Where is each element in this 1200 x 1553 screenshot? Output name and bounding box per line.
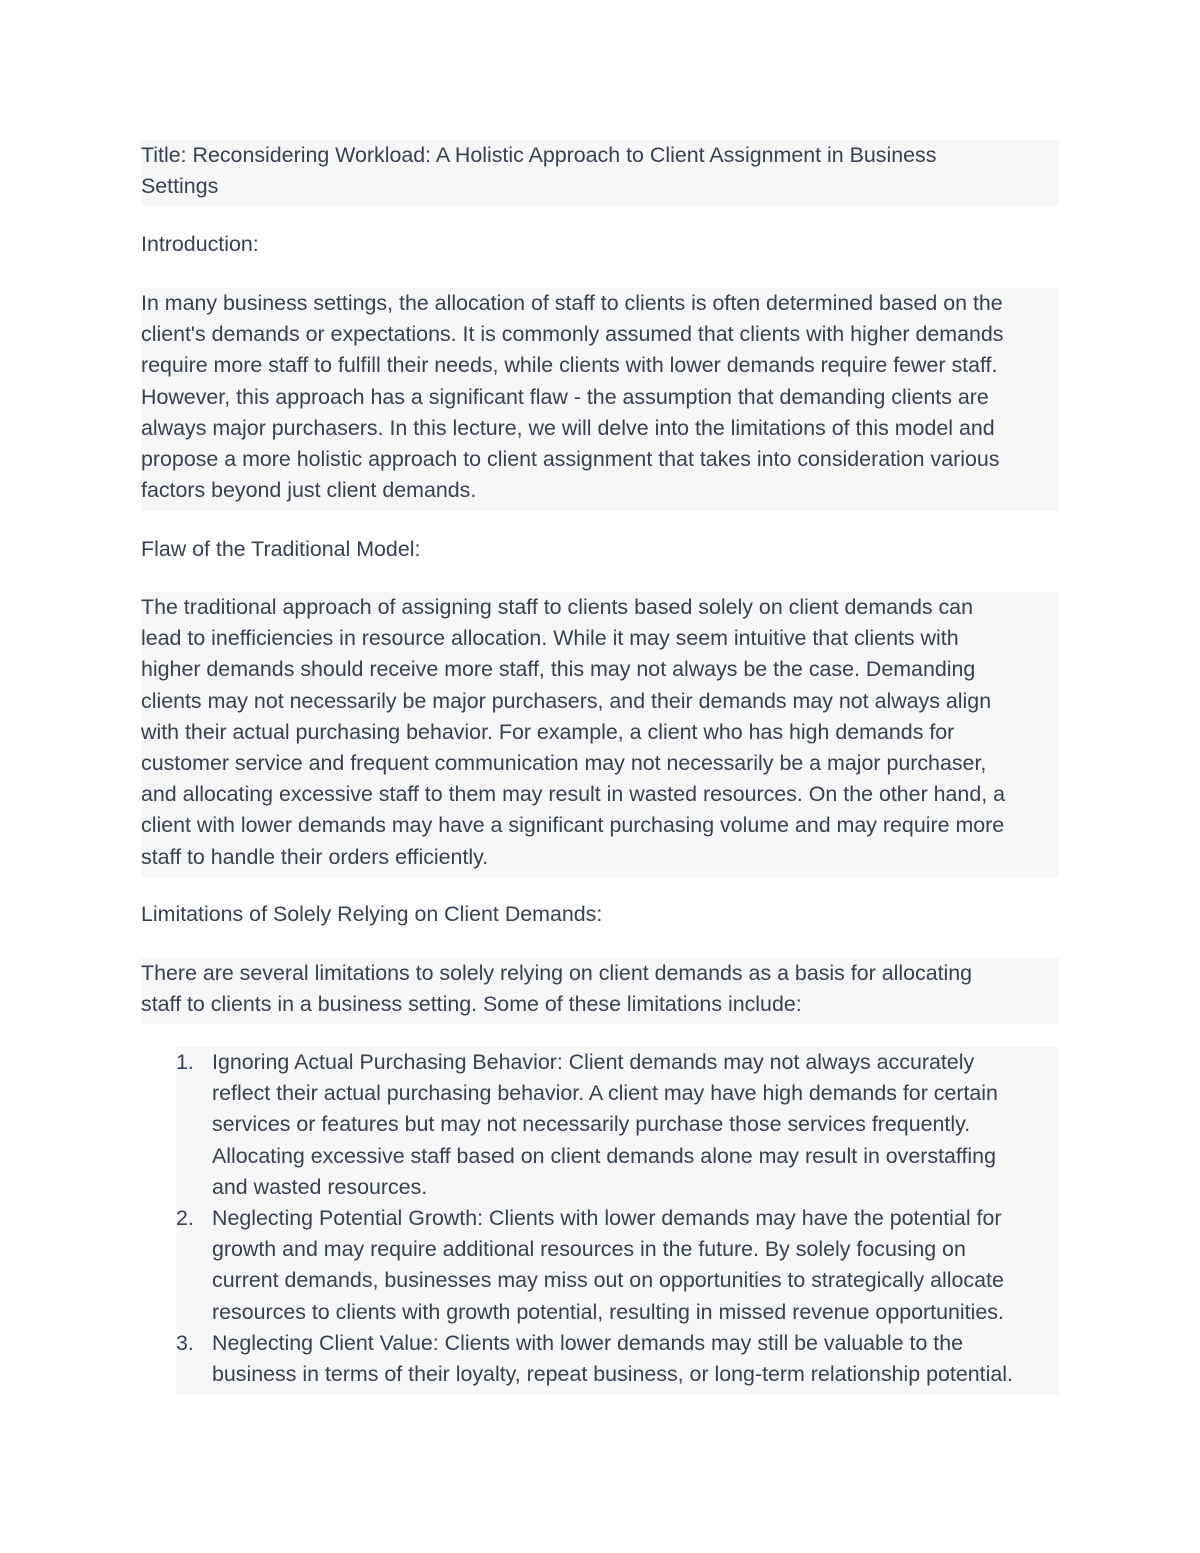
list-item [176, 1203, 1059, 1328]
list-item-line: Neglecting Client Value: Clients with lower demands may still be valuable to the [212, 1330, 964, 1355]
list-item-number: 2. [176, 1206, 194, 1231]
title-line: Settings [141, 174, 219, 199]
flaw-heading: Flaw of the Traditional Model: [141, 537, 421, 561]
paragraph-line: customer service and frequent communication may not necessarily be a major purchaser, [141, 751, 987, 776]
list-item-line: current demands, businesses may miss out on opportunities to strategically allocate [212, 1268, 1004, 1293]
list-item-text [212, 1328, 1059, 1390]
list-item-text [212, 1203, 1059, 1328]
paragraph-line: lead to inefficiencies in resource allocation. While it may seem intuitive that clients with [141, 626, 959, 651]
limitations-list [176, 1047, 1059, 1395]
paragraph-line: staff to clients in a business setting. Some of these limitations include: [141, 992, 802, 1017]
title-line: Title: Reconsidering Workload: A Holistic Approach to Client Assignment in Business [141, 143, 937, 167]
paragraph-line: always major purchasers. In this lecture, we will delve into the limitations of this model and [141, 415, 995, 440]
paragraph-line: client's demands or expectations. It is commonly assumed that clients with higher demands [141, 322, 1004, 347]
paragraph-line: propose a more holistic approach to client assignment that takes into consideration various [141, 447, 1000, 472]
list-item-line: services or features but may not necessarily purchase those services frequently. [212, 1112, 971, 1137]
list-item-line: growth and may require additional resources in the future. By solely focusing on [212, 1237, 966, 1262]
list-item-line: reflect their actual purchasing behavior. A client may have high demands for certain [212, 1081, 998, 1106]
paragraph-line: with their actual purchasing behavior. For example, a client who has high demands for [141, 719, 955, 744]
list-item-line: resources to clients with growth potential, resulting in missed revenue opportunities. [212, 1299, 1004, 1324]
paragraph-line: factors beyond just client demands. [141, 478, 477, 503]
list-item [176, 1047, 1059, 1203]
paragraph-line: The traditional approach of assigning staff to clients based solely on client demands can [141, 595, 973, 619]
paragraph-line: higher demands should receive more staff, this may not always be the case. Demanding [141, 657, 976, 682]
document-title [141, 140, 1059, 206]
limitations-heading: Limitations of Solely Relying on Client Demands: [141, 902, 603, 926]
paragraph-line: However, this approach has a significant flaw - the assumption that demanding clients are [141, 384, 989, 409]
paragraph-line: and allocating excessive staff to them may result in wasted resources. On the other hand, a [141, 782, 1006, 807]
list-item-text [212, 1047, 1059, 1203]
limitations-paragraph [141, 958, 1059, 1024]
list-item [176, 1328, 1059, 1390]
list-item-line: Neglecting Potential Growth: Clients with lower demands may have the potential for [212, 1206, 1002, 1231]
list-item-line: business in terms of their loyalty, repeat business, or long-term relationship potential. [212, 1362, 1013, 1387]
list-item-number: 1. [176, 1050, 194, 1074]
paragraph-line: There are several limitations to solely relying on client demands as a basis for allocating [141, 961, 973, 985]
paragraph-line: require more staff to fulfill their needs, while clients with lower demands require fewer staff. [141, 353, 998, 378]
paragraph-line: In many business settings, the allocation of staff to clients is often determined based on the [141, 291, 1003, 315]
introduction-heading: Introduction: [141, 232, 259, 256]
list-item-number: 3. [176, 1330, 194, 1355]
flaw-paragraph [141, 592, 1059, 877]
list-item-line: Allocating excessive staff based on client demands alone may result in overstaffing [212, 1143, 996, 1168]
list-item-line: Ignoring Actual Purchasing Behavior: Client demands may not always accurately [212, 1050, 975, 1074]
introduction-paragraph [141, 288, 1059, 511]
paragraph-line: client with lower demands may have a significant purchasing volume and may require more [141, 813, 1005, 838]
list-item-line: and wasted resources. [212, 1174, 428, 1199]
paragraph-line: staff to handle their orders efficiently. [141, 844, 489, 869]
paragraph-line: clients may not necessarily be major purchasers, and their demands may not always align [141, 688, 992, 713]
